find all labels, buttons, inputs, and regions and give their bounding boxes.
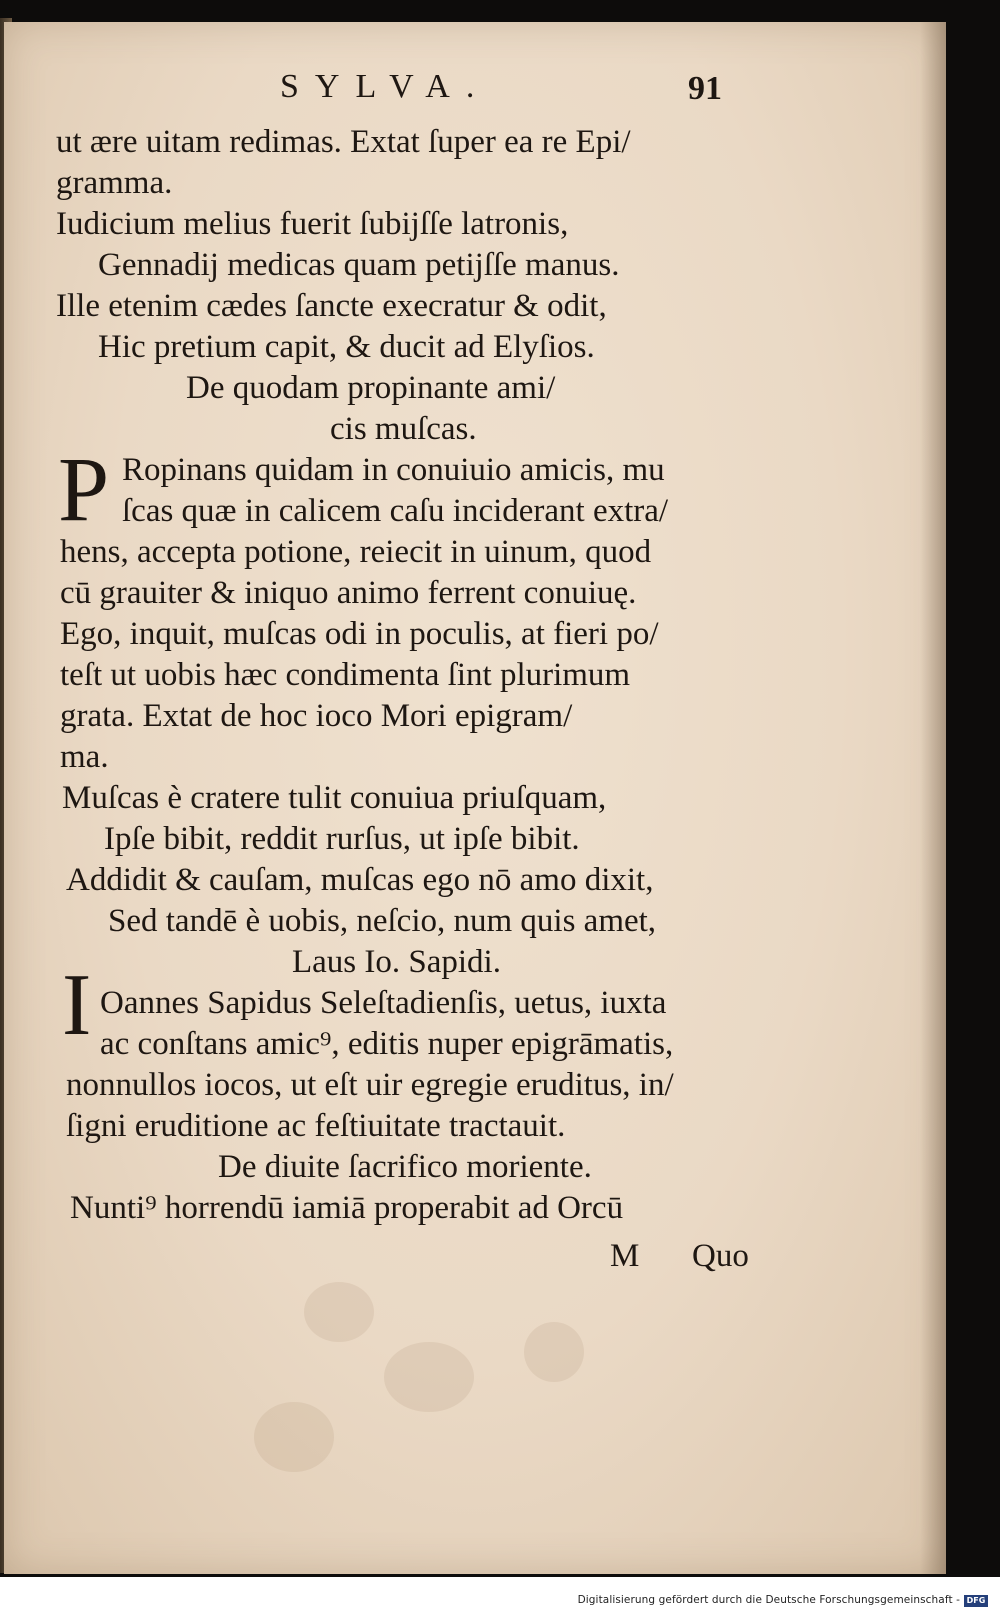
text-line: ac conſtans amic⁹, editis nuper epigrāmatis, xyxy=(100,1026,674,1062)
catchword: Quo xyxy=(692,1238,749,1274)
text-line: ut ære uitam redimas. Extat ſuper ea re Epi/ xyxy=(56,124,631,160)
dfg-logo: DFG xyxy=(964,1595,988,1607)
text-line: Ipſe bibit, reddit rurſus, ut ipſe bibit. xyxy=(104,821,580,857)
text-line: Ego, inquit, muſcas odi in poculis, at fieri po/ xyxy=(60,616,659,652)
section-heading: De quodam propinante ami/ xyxy=(186,370,556,406)
section-heading: cis muſcas. xyxy=(330,411,477,447)
drop-cap: P xyxy=(58,438,110,540)
text-line: grata. Extat de hoc ioco Mori epigram/ xyxy=(60,698,573,734)
footer-bar xyxy=(0,1577,1000,1615)
page-number: 91 xyxy=(688,70,722,107)
section-heading: De diuite ſacrifico moriente. xyxy=(218,1149,592,1185)
text-line: Addidit & cauſam, muſcas ego nō amo dixit, xyxy=(66,862,654,898)
text-line: ſigni eruditione ac feſtiuitate tractauit. xyxy=(66,1108,566,1144)
text-line: Sed tandē è uobis, neſcio, num quis amet, xyxy=(108,903,657,939)
text-line: cū grauiter & iniquo animo ferrent conuiuę. xyxy=(60,575,637,611)
text-line: hens, accepta potione, reiecit in uinum, quod xyxy=(60,534,652,570)
text-line: gramma. xyxy=(56,165,173,201)
digitization-credit: Digitalisierung gefördert durch die Deutsche Forschungsgemeinschaft - xyxy=(577,1594,960,1606)
drop-cap: I xyxy=(62,957,92,1054)
text-line: Ille etenim cædes ſancte execratur & odit, xyxy=(56,288,607,324)
running-title: SYLVA. xyxy=(280,68,491,105)
text-line: Nunti⁹ horrendū iamiā properabit ad Orcū xyxy=(70,1190,624,1226)
text-line: Hic pretium capit, & ducit ad Elyſios. xyxy=(98,329,595,365)
text-line: teſt ut uobis hæc condimenta ſint plurimum xyxy=(60,657,631,693)
text-line: Ropinans quidam in conuiuio amicis, mu xyxy=(122,452,665,488)
text-line: ma. xyxy=(60,739,109,775)
signature-mark: M xyxy=(610,1238,640,1274)
text-line: Gennadij medicas quam petijſſe manus. xyxy=(98,247,620,283)
section-heading: Laus Io. Sapidi. xyxy=(292,944,501,980)
text-line: Muſcas è cratere tulit conuiua priuſquam, xyxy=(62,780,607,816)
text-line: ſcas quæ in calicem caſu inciderant extra/ xyxy=(122,493,669,529)
text-line: Oannes Sapidus Seleſtadienſis, uetus, iuxta xyxy=(100,985,667,1021)
text-line: nonnullos iocos, ut eſt uir egregie eruditus, in/ xyxy=(66,1067,674,1103)
text-line: Iudicium melius fuerit ſubijſſe latronis, xyxy=(56,206,569,242)
